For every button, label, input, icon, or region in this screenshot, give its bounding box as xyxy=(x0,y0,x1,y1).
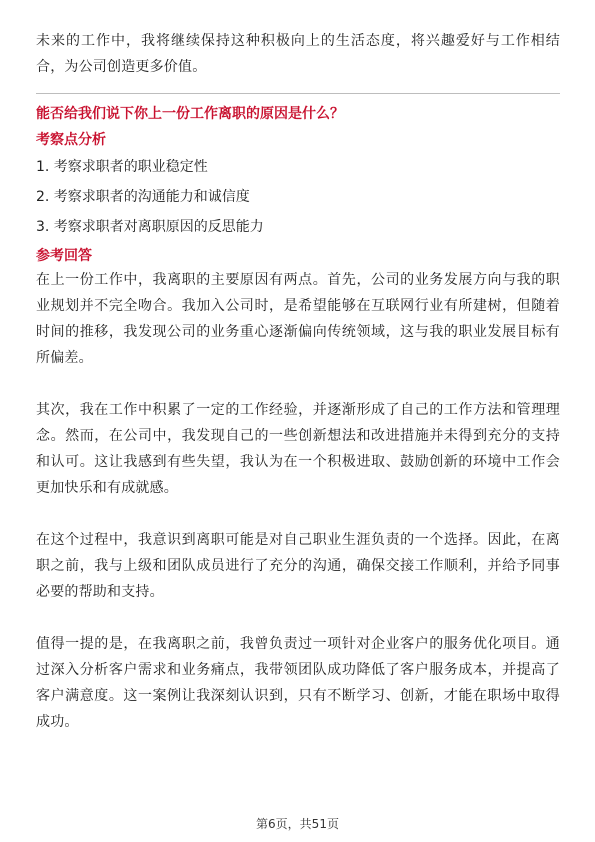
interview-question: 能否给我们说下你上一份工作离职的原因是什么？ xyxy=(36,106,344,122)
page-number: 第6页，共51页 xyxy=(256,817,339,831)
document-page xyxy=(36,28,560,735)
answer-paragraph: 在上一份工作中，我离职的主要原因有两点。首先，公司的业务发展方向与我的职业规划并不完全吻合。我加入公司时，是希望能够在互联网行业有所建树，但随着时间的推移，我发现公司的业务重心逐渐偏向传统领域，这与我的职业发展目标有所偏差。 xyxy=(36,272,560,366)
answer-paragraph: 在这个过程中，我意识到离职可能是对自己职业生涯负责的一个选择。因此，在离职之前，我与上级和团队成员进行了充分的沟通，确保交接工作顺利，并给予同事必要的帮助和支持。 xyxy=(36,532,560,600)
analysis-point: 1. 考察求职者的职业稳定性 xyxy=(36,159,208,175)
analysis-point: 3. 考察求职者对离职原因的反思能力 xyxy=(36,219,264,235)
analysis-title: 考察点分析 xyxy=(36,132,106,148)
section-divider xyxy=(36,93,560,94)
intro-paragraph: 未来的工作中，我将继续保持这种积极向上的生活态度，将兴趣爱好与工作相结合，为公司创造更多价值。 xyxy=(36,33,560,75)
analysis-point: 2. 考察求职者的沟通能力和诚信度 xyxy=(36,189,250,205)
answer-paragraph: 值得一提的是，在我离职之前，我曾负责过一项针对企业客户的服务优化项目。通过深入分析客户需求和业务痛点，我带领团队成功降低了客户服务成本，并提高了客户满意度。这一案例让我深刻认识到，只有不断学习、创新，才能在职场中取得成功。 xyxy=(36,636,560,730)
answer-paragraph: 其次，我在工作中积累了一定的工作经验，并逐渐形成了自己的工作方法和管理理念。然而，在公司中，我发现自己的一些创新想法和改进措施并未得到充分的支持和认可。这让我感到有些失望，我认为在一个积极进取、鼓励创新的环境中工作会更加快乐和有成就感。 xyxy=(36,402,560,496)
analysis-points-list xyxy=(36,157,560,237)
answer-title: 参考回答 xyxy=(36,248,92,264)
answer-body xyxy=(36,267,560,735)
